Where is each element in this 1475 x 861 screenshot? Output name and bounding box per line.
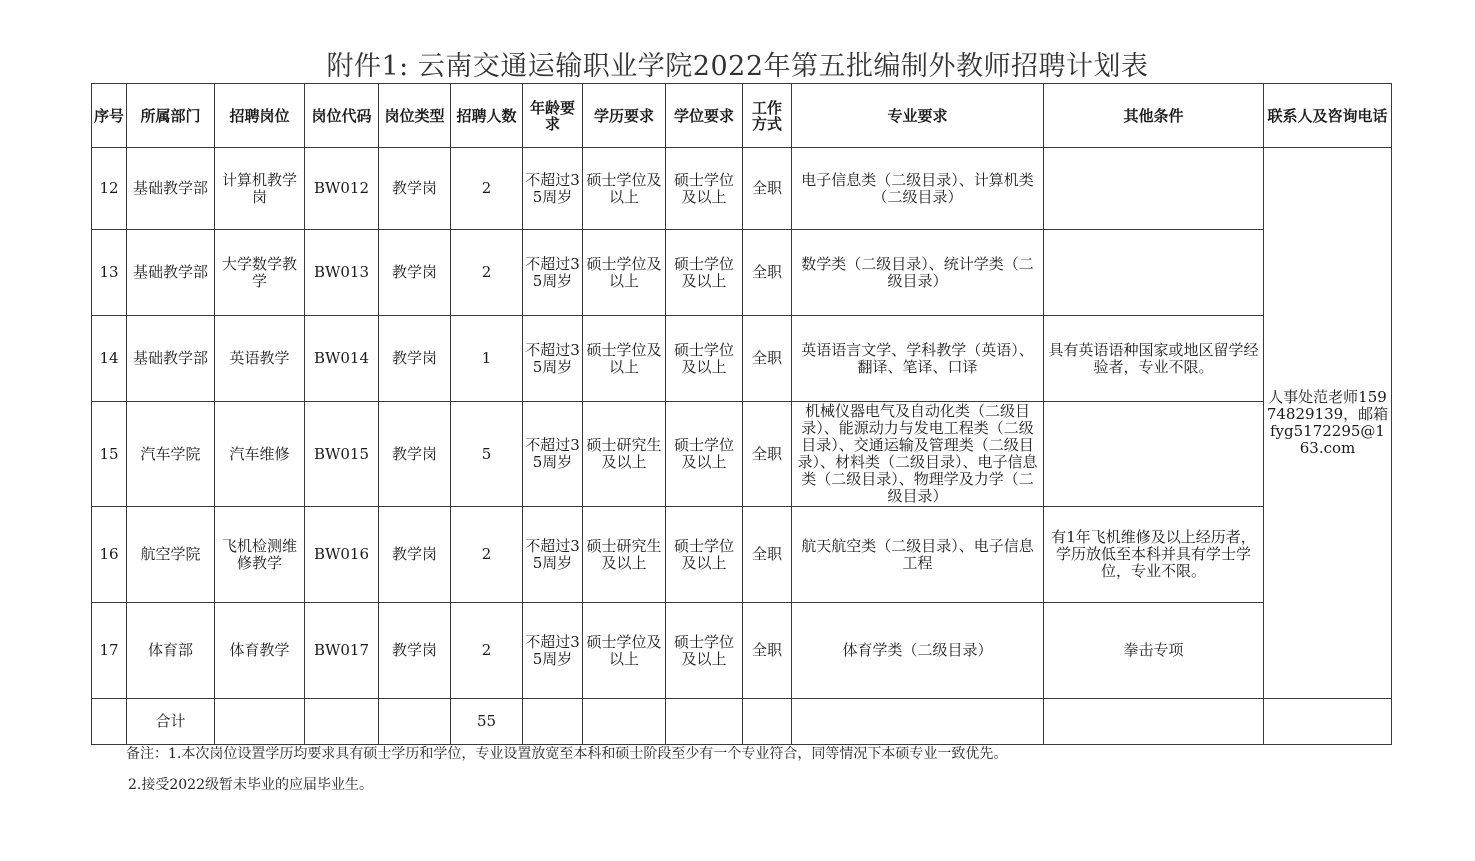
total-cell-other <box>1044 699 1264 745</box>
cell-edu: 硕士学位及以上 <box>583 148 666 230</box>
table-row <box>92 402 1392 507</box>
cell-other <box>1044 148 1264 230</box>
cell-degree: 硕士学位及以上 <box>666 603 743 699</box>
cell-code: BW015 <box>305 402 379 507</box>
cell-mode: 全职 <box>743 148 792 230</box>
cell-other <box>1044 230 1264 316</box>
total-count: 55 <box>451 699 523 745</box>
cell-dept: 基础教学部 <box>127 148 215 230</box>
cell-mode: 全职 <box>743 402 792 507</box>
total-cell-edu <box>583 699 666 745</box>
cell-seq: 14 <box>92 316 127 402</box>
cell-major: 电子信息类（二级目录）、计算机类（二级目录） <box>792 148 1044 230</box>
header-contact: 联系人及咨询电话 <box>1264 84 1392 148</box>
total-cell-type <box>379 699 451 745</box>
cell-degree: 硕士学位及以上 <box>666 230 743 316</box>
cell-age: 不超过35周岁 <box>523 603 583 699</box>
cell-count: 5 <box>451 402 523 507</box>
recruitment-plan-table <box>91 83 1392 745</box>
cell-seq: 12 <box>92 148 127 230</box>
cell-count: 2 <box>451 230 523 316</box>
cell-edu: 硕士研究生及以上 <box>583 507 666 603</box>
cell-count: 2 <box>451 603 523 699</box>
cell-seq: 17 <box>92 603 127 699</box>
table-row <box>92 316 1392 402</box>
cell-dept: 航空学院 <box>127 507 215 603</box>
cell-count: 1 <box>451 316 523 402</box>
cell-edu: 硕士学位及以上 <box>583 230 666 316</box>
cell-post: 大学数学教学 <box>215 230 305 316</box>
cell-degree: 硕士学位及以上 <box>666 507 743 603</box>
contact-cell: 人事处范老师15974829139，邮箱fyg5172295@163.com <box>1264 148 1392 699</box>
table-header-row <box>92 84 1392 148</box>
cell-major: 英语语言文学、学科教学（英语）、翻译、笔译、口译 <box>792 316 1044 402</box>
cell-post: 汽车维修 <box>215 402 305 507</box>
cell-major: 数学类（二级目录）、统计学类（二级目录） <box>792 230 1044 316</box>
header-other: 其他条件 <box>1044 84 1264 148</box>
total-cell-code <box>305 699 379 745</box>
cell-age: 不超过35周岁 <box>523 148 583 230</box>
header-type: 岗位类型 <box>379 84 451 148</box>
cell-mode: 全职 <box>743 507 792 603</box>
cell-seq: 16 <box>92 507 127 603</box>
cell-age: 不超过35周岁 <box>523 507 583 603</box>
cell-age: 不超过35周岁 <box>523 316 583 402</box>
cell-type: 教学岗 <box>379 148 451 230</box>
cell-mode: 全职 <box>743 603 792 699</box>
cell-code: BW013 <box>305 230 379 316</box>
cell-dept: 汽车学院 <box>127 402 215 507</box>
cell-degree: 硕士学位及以上 <box>666 402 743 507</box>
cell-post: 飞机检测维修教学 <box>215 507 305 603</box>
header-post: 招聘岗位 <box>215 84 305 148</box>
cell-count: 2 <box>451 507 523 603</box>
total-cell-major <box>792 699 1044 745</box>
cell-other: 有1年飞机维修及以上经历者，学历放低至本科并具有学士学位，专业不限。 <box>1044 507 1264 603</box>
header-mode: 工作方式 <box>743 84 792 148</box>
cell-code: BW012 <box>305 148 379 230</box>
total-cell-age <box>523 699 583 745</box>
header-code: 岗位代码 <box>305 84 379 148</box>
cell-other: 拳击专项 <box>1044 603 1264 699</box>
table-row <box>92 230 1392 316</box>
cell-code: BW014 <box>305 316 379 402</box>
total-row <box>92 699 1392 745</box>
header-edu: 学历要求 <box>583 84 666 148</box>
cell-major: 机械仪器电气及自动化类（二级目录）、能源动力与发电工程类（二级目录）、交通运输及管理类（二级目录）、材料类（二级目录）、电子信息类（二级目录）、物理学及力学（二级目录） <box>792 402 1044 507</box>
cell-type: 教学岗 <box>379 316 451 402</box>
header-dept: 所属部门 <box>127 84 215 148</box>
total-cell-degree <box>666 699 743 745</box>
total-cell-mode <box>743 699 792 745</box>
cell-edu: 硕士学位及以上 <box>583 316 666 402</box>
cell-age: 不超过35周岁 <box>523 402 583 507</box>
cell-major: 航天航空类（二级目录）、电子信息工程 <box>792 507 1044 603</box>
cell-post: 英语教学 <box>215 316 305 402</box>
cell-code: BW017 <box>305 603 379 699</box>
cell-edu: 硕士学位及以上 <box>583 603 666 699</box>
header-age: 年龄要求 <box>523 84 583 148</box>
note-1: 备注：1.本次岗位设置学历均要求具有硕士学历和学位，专业设置放宽至本科和硕士阶段至少有一个专业符合，同等情况下本硕专业一致优先。 <box>126 746 1008 762</box>
cell-age: 不超过35周岁 <box>523 230 583 316</box>
cell-count: 2 <box>451 148 523 230</box>
cell-major: 体育学类（二级目录） <box>792 603 1044 699</box>
cell-seq: 15 <box>92 402 127 507</box>
total-cell-post <box>215 699 305 745</box>
cell-other: 具有英语语种国家或地区留学经验者，专业不限。 <box>1044 316 1264 402</box>
table-row <box>92 507 1392 603</box>
cell-post: 体育教学 <box>215 603 305 699</box>
cell-mode: 全职 <box>743 316 792 402</box>
table-row <box>92 603 1392 699</box>
header-count: 招聘人数 <box>451 84 523 148</box>
header-seq: 序号 <box>92 84 127 148</box>
cell-dept: 基础教学部 <box>127 230 215 316</box>
cell-edu: 硕士研究生及以上 <box>583 402 666 507</box>
total-cell-seq <box>92 699 127 745</box>
note-2: 2.接受2022级暂未毕业的应届毕业生。 <box>128 777 373 793</box>
cell-degree: 硕士学位及以上 <box>666 148 743 230</box>
cell-dept: 基础教学部 <box>127 316 215 402</box>
cell-post: 计算机教学岗 <box>215 148 305 230</box>
cell-type: 教学岗 <box>379 507 451 603</box>
cell-type: 教学岗 <box>379 603 451 699</box>
cell-seq: 13 <box>92 230 127 316</box>
cell-code: BW016 <box>305 507 379 603</box>
cell-other <box>1044 402 1264 507</box>
total-label: 合计 <box>127 699 215 745</box>
cell-type: 教学岗 <box>379 230 451 316</box>
header-degree: 学位要求 <box>666 84 743 148</box>
total-cell-contact <box>1264 699 1392 745</box>
cell-degree: 硕士学位及以上 <box>666 316 743 402</box>
cell-dept: 体育部 <box>127 603 215 699</box>
cell-mode: 全职 <box>743 230 792 316</box>
header-major: 专业要求 <box>792 84 1044 148</box>
page-title: 附件1: 云南交通运输职业学院2022年第五批编制外教师招聘计划表 <box>326 51 1149 82</box>
table-row <box>92 148 1392 230</box>
cell-type: 教学岗 <box>379 402 451 507</box>
